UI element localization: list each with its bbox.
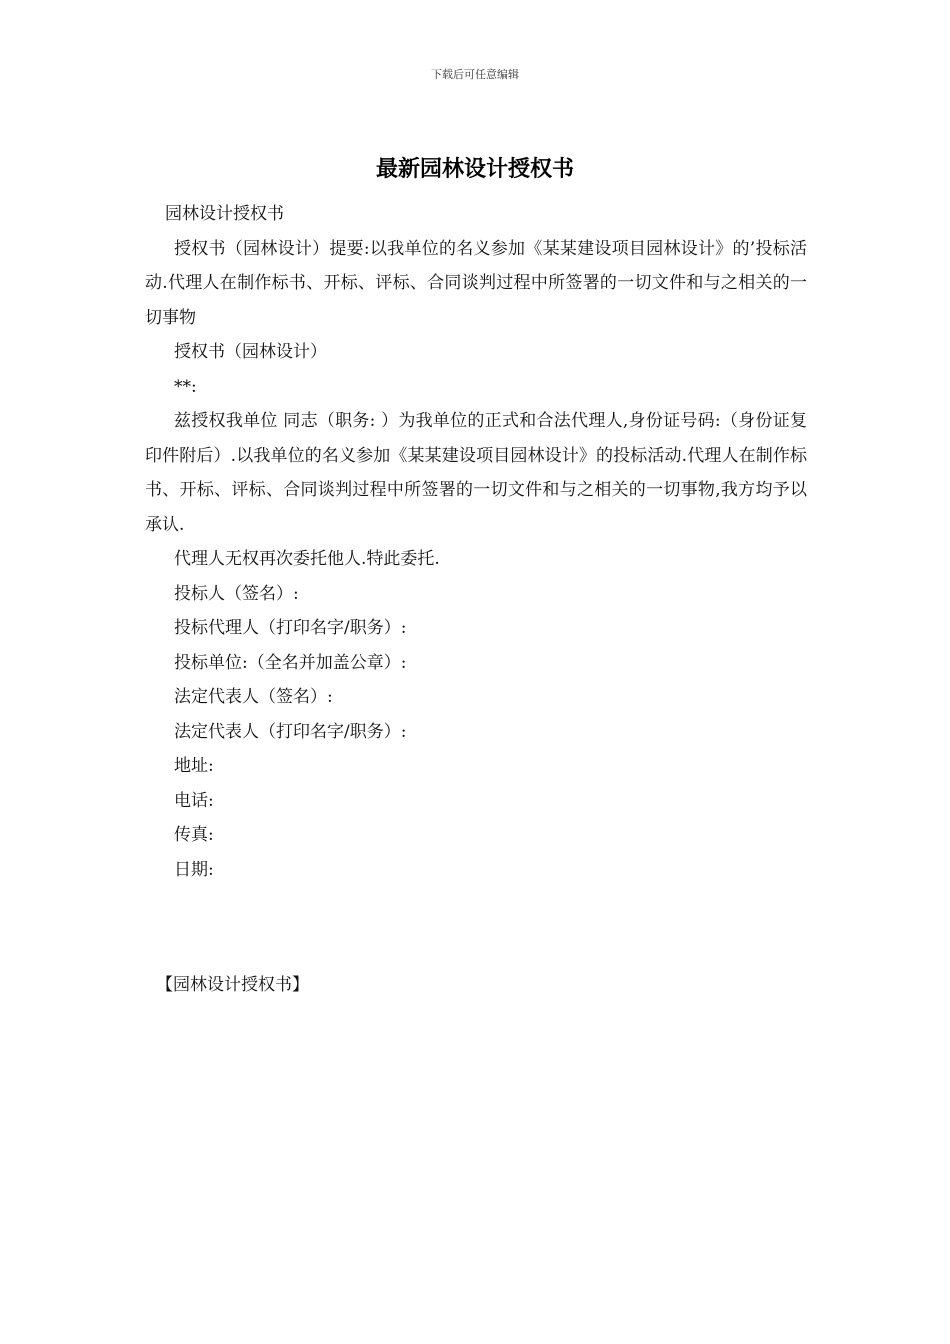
field-agent-name: 投标代理人（打印名字/职务）: <box>174 618 407 638</box>
field-legal-rep-name: 法定代表人（打印名字/职务）: <box>174 721 407 742</box>
document-body <box>145 197 807 887</box>
salutation: **: <box>174 376 197 397</box>
authorization-paragraph: 兹授权我单位 同志（职务: ）为我单位的正式和合法代理人,身份证号码:（身份证复印件附后）.以我单位的名义参加《某某建设项目园林设计》的投标活动.代理人在制作标书、开标、评标、合同谈判过程中所签署的一切文件和与之相关的一切事物,我方均予以承认. <box>145 411 807 535</box>
no-delegation-statement: 代理人无权再次委托他人.特此委托. <box>174 549 440 569</box>
field-date: 日期: <box>174 859 214 880</box>
document-title: 最新园林设计授权书 <box>375 156 574 182</box>
field-legal-rep-signature: 法定代表人（签名）: <box>174 687 333 707</box>
letter-title: 授权书（园林设计） <box>174 342 327 362</box>
field-bidder-signature: 投标人（签名）: <box>174 583 299 604</box>
subtitle: 园林设计授权书 <box>165 204 284 224</box>
field-address: 地址: <box>174 756 214 776</box>
field-phone: 电话: <box>174 790 214 811</box>
header-note: 下载后可任意编辑 <box>431 68 519 81</box>
summary-paragraph: 授权书（园林设计）提要:以我单位的名义参加《某某建设项目园林设计》的’投标活动.代理人在制作标书、开标、评标、合同谈判过程中所签署的一切文件和与之相关的一切事物 <box>145 238 807 328</box>
footer-tag: 【园林设计授权书】 <box>156 975 309 995</box>
field-fax: 传真: <box>174 825 214 845</box>
field-bidding-unit: 投标单位:（全名并加盖公章）: <box>174 652 407 673</box>
